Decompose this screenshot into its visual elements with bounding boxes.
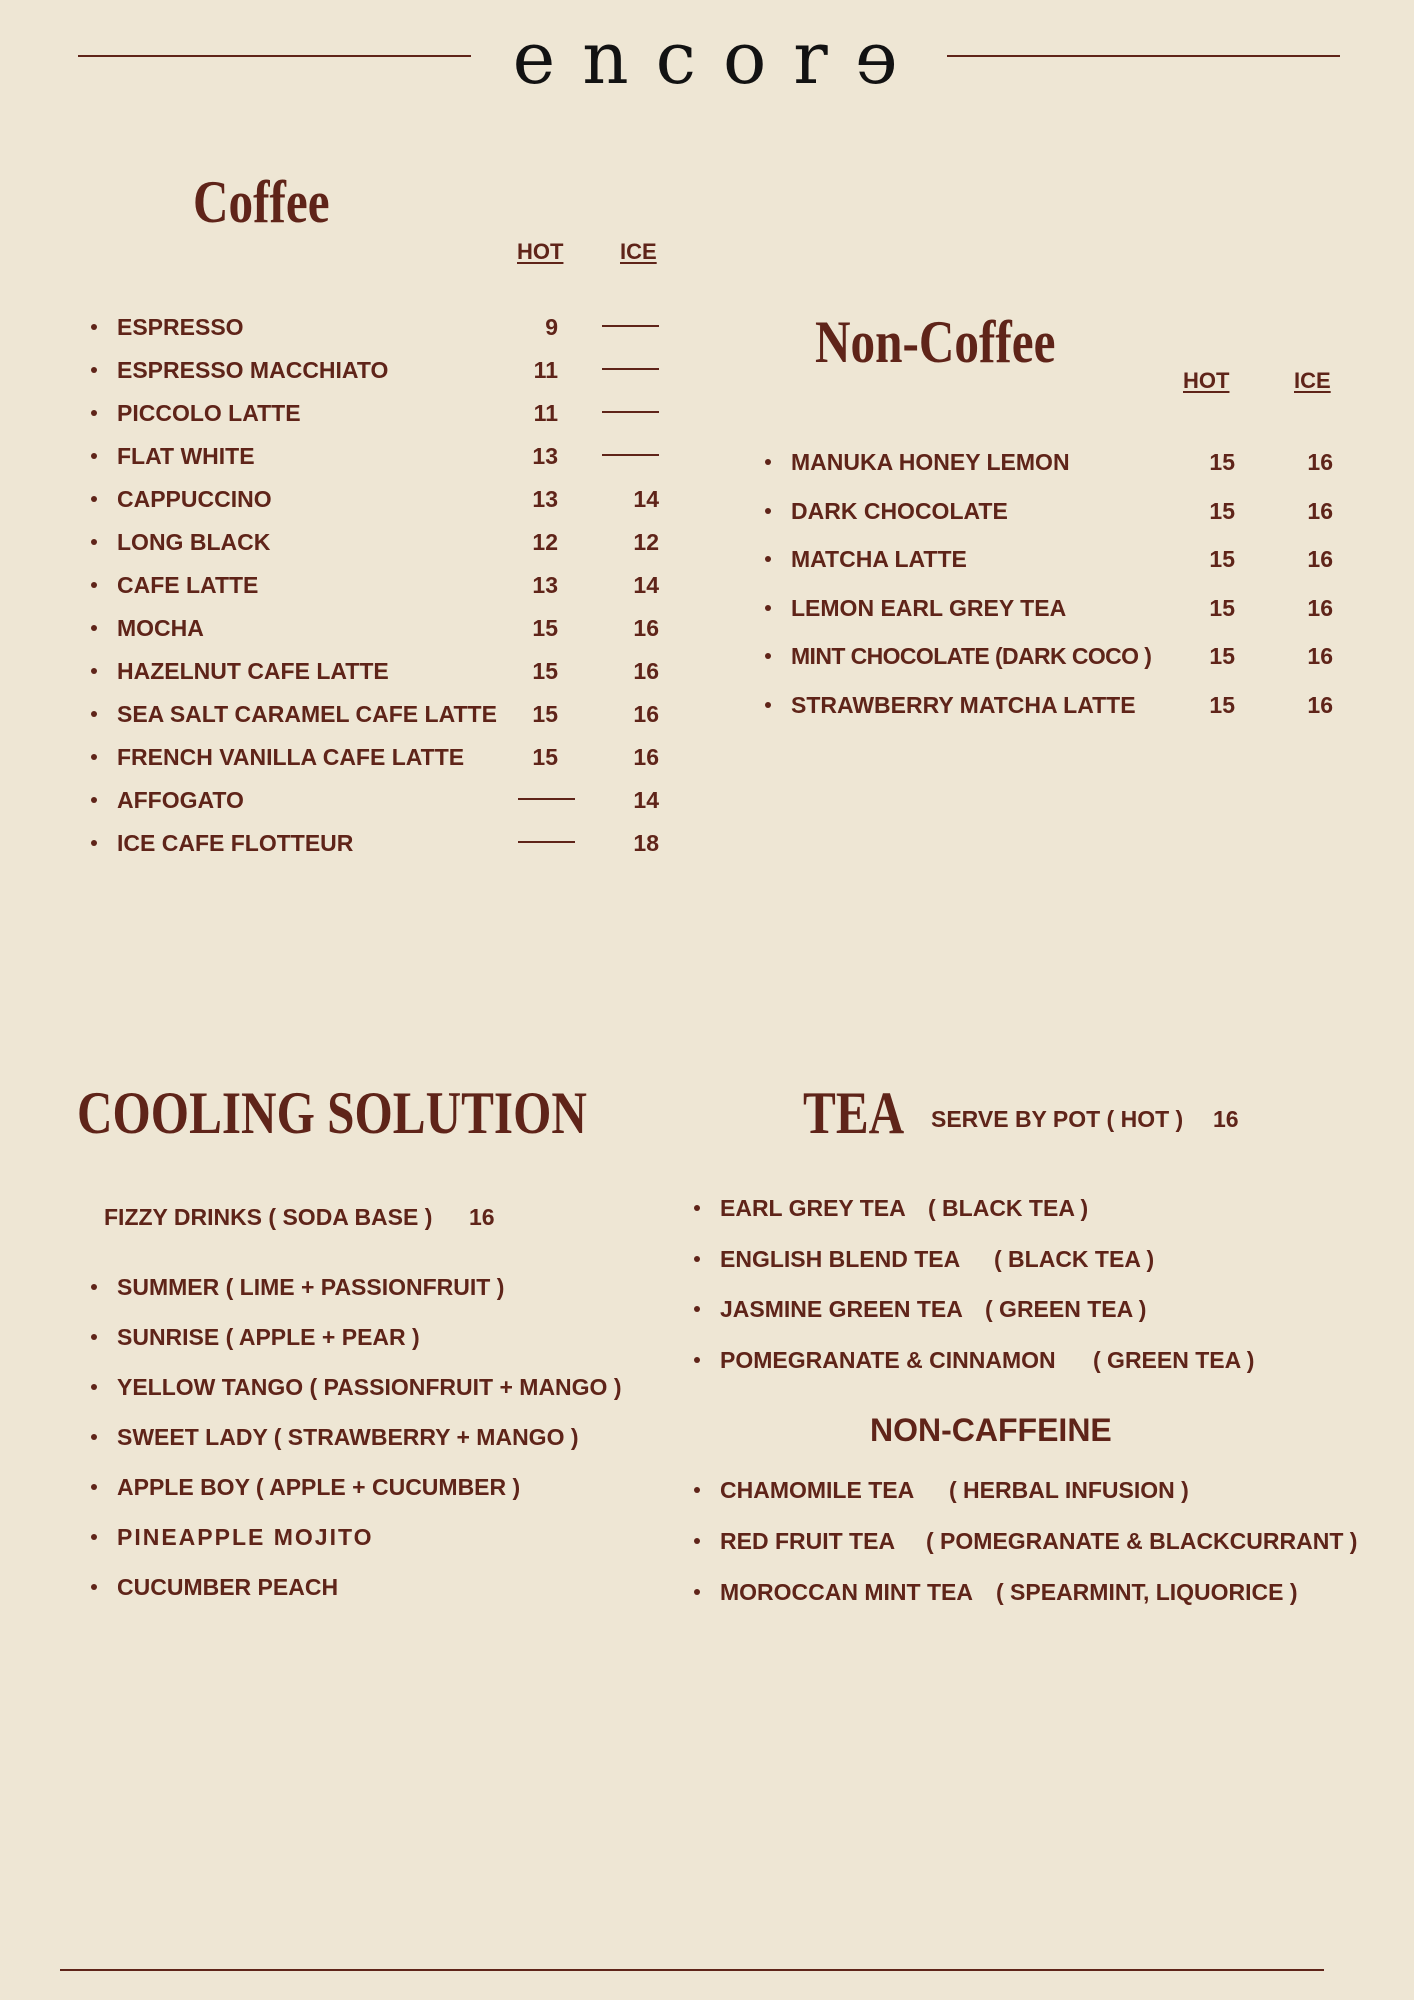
hot-price: 15 [1209,546,1235,572]
item-name: PINEAPPLE MOJITO [117,1524,374,1550]
item-name: MATCHA LATTE [791,546,967,572]
list-item [91,355,659,385]
bullet-icon [91,1384,97,1390]
brand-logo-text: encor [512,16,855,100]
item-type: ( HERBAL INFUSION ) [949,1477,1189,1503]
ice-unavailable-dash [602,454,659,456]
item-name: JASMINE GREEN TEA [720,1296,963,1322]
hot-price: 15 [532,701,558,727]
hot-price: 15 [1209,691,1235,718]
bullet-icon [91,1534,97,1540]
bullet-icon [91,1284,97,1290]
item-type: ( GREEN TEA ) [985,1296,1147,1322]
bullet-icon [91,754,97,760]
hot-unavailable-dash [518,841,575,843]
bullet-icon [91,539,97,545]
bullet-icon [694,1357,700,1363]
bullet-icon [694,1487,700,1493]
hot-price: 15 [1209,497,1235,524]
bullet-icon [765,508,771,514]
ice-unavailable-dash [602,325,659,327]
item-name: SUMMER ( LIME + PASSIONFRUIT ) [117,1274,505,1300]
item-type: ( GREEN TEA ) [1093,1346,1255,1373]
ice-price: 16 [1307,594,1333,621]
bullet-icon [91,410,97,416]
non-caffeine-title: NON-CAFFEINE [870,1412,1112,1448]
hot-price: 15 [1209,594,1235,621]
hot-price: 15 [1209,643,1235,669]
item-name: YELLOW TANGO ( PASSIONFRUIT + MANGO ) [117,1374,622,1400]
ice-unavailable-dash [602,368,659,370]
item-name: MOROCCAN MINT TEA [720,1579,973,1605]
bullet-icon [91,1584,97,1590]
bullet-icon [91,582,97,588]
list-item [91,613,659,643]
item-name: RED FRUIT TEA [720,1528,896,1554]
item-name: EARL GREY TEA [720,1195,906,1221]
bullet-icon [694,1538,700,1544]
item-name: POMEGRANATE & CINNAMON [720,1346,1056,1373]
item-name: SEA SALT CARAMEL CAFE LATTE [117,701,497,727]
bullet-icon [91,496,97,502]
ice-price: 16 [1307,546,1333,572]
item-name: CHAMOMILE TEA [720,1477,915,1503]
item-name: MANUKA HONEY LEMON [791,449,1070,475]
hot-price: 15 [532,615,558,641]
item-name: FRENCH VANILLA CAFE LATTE [117,744,465,770]
bullet-icon [91,668,97,674]
coffee-ice-header: ICE [620,239,657,264]
hot-price: 11 [533,357,558,383]
item-type: ( BLACK TEA ) [994,1245,1155,1272]
ice-price: 16 [1307,449,1333,475]
item-name: LEMON EARL GREY TEA [791,594,1067,621]
non-coffee-hot-header: HOT [1183,368,1230,393]
list-item [765,496,1333,526]
hot-price: 9 [545,314,558,340]
ice-price: 12 [633,529,659,555]
bullet-icon [91,453,97,459]
bullet-icon [694,1205,700,1211]
item-name: MINT CHOCOLATE (DARK COCO ) [791,643,1152,669]
item-name: HAZELNUT CAFE LATTE [117,658,389,684]
bullet-icon [694,1589,700,1595]
list-item [91,527,659,557]
hot-unavailable-dash [518,798,575,800]
cooling-title: COOLING SOLUTION [77,1080,587,1146]
bullet-icon [91,1484,97,1490]
item-name: LONG BLACK [117,529,271,555]
list-item [91,742,659,772]
item-name: DARK CHOCOLATE [791,497,1008,524]
list-item [765,690,1333,720]
item-name: ENGLISH BLEND TEA [720,1245,961,1272]
fizzy-drinks-heading: FIZZY DRINKS ( SODA BASE ) [104,1204,433,1230]
bullet-icon [765,702,771,708]
non-coffee-ice-header: ICE [1294,368,1331,393]
fizzy-drinks-price: 16 [469,1204,495,1230]
list-item [765,544,1333,574]
list-item [91,785,659,815]
item-type: ( SPEARMINT, LIQUORICE ) [996,1579,1298,1605]
brand-logo [470,8,940,108]
bullet-icon [91,797,97,803]
list-item [91,441,659,471]
hot-price: 13 [532,443,558,469]
list-item [91,656,659,686]
ice-price: 16 [633,615,659,641]
ice-unavailable-dash [602,411,659,413]
ice-price: 16 [633,701,659,727]
bullet-icon [91,711,97,717]
non-coffee-title: Non-Coffee [815,309,1056,375]
coffee-hot-header: HOT [517,239,564,264]
header-rule-right [947,55,1340,57]
list-item [765,641,1333,671]
brand-logo-mirrored-letter: e [854,16,898,100]
bullet-icon [765,605,771,611]
header-rule-left [78,55,471,57]
item-name: APPLE BOY ( APPLE + CUCUMBER ) [117,1474,521,1500]
hot-price: 15 [532,744,558,770]
bullet-icon [765,459,771,465]
bullet-icon [91,367,97,373]
hot-price: 15 [532,658,558,684]
item-name: ESPRESSO [117,314,244,340]
item-name: SUNRISE ( APPLE + PEAR ) [117,1324,420,1350]
ice-price: 18 [633,830,659,856]
ice-price: 16 [1307,691,1333,718]
item-name: CUCUMBER PEACH [117,1574,339,1600]
bullet-icon [765,556,771,562]
coffee-title: Coffee [193,169,330,235]
item-name: CAFE LATTE [117,572,259,598]
item-name: MOCHA [117,615,204,641]
bullet-icon [694,1306,700,1312]
list-item [765,593,1333,623]
list-item [91,398,659,428]
hot-price: 13 [532,572,558,598]
ice-price: 16 [1307,497,1333,524]
item-name: FLAT WHITE [117,443,255,469]
item-name: SWEET LADY ( STRAWBERRY + MANGO ) [117,1424,579,1450]
ice-price: 14 [633,572,659,598]
tea-serve-note: SERVE BY POT ( HOT ) [931,1106,1184,1132]
ice-price: 16 [633,744,659,770]
list-item [91,570,659,600]
bullet-icon [91,625,97,631]
item-type: ( BLACK TEA ) [928,1195,1089,1221]
footer-rule [60,1969,1324,1971]
list-item [91,312,659,342]
ice-price: 16 [633,658,659,684]
ice-price: 14 [633,486,659,512]
bullet-icon [91,840,97,846]
item-name: CAPPUCCINO [117,486,272,512]
ice-price: 14 [633,787,659,813]
bullet-icon [694,1256,700,1262]
hot-price: 13 [532,486,558,512]
item-type: ( POMEGRANATE & BLACKCURRANT ) [926,1528,1358,1554]
item-name: PICCOLO LATTE [117,400,301,426]
list-item [765,447,1333,477]
bullet-icon [91,324,97,330]
hot-price: 11 [533,400,558,426]
item-name: ESPRESSO MACCHIATO [117,357,389,383]
list-item [91,699,659,729]
hot-price: 15 [1209,449,1235,475]
list-item [91,828,659,858]
bullet-icon [91,1334,97,1340]
tea-title: TEA [803,1080,905,1146]
tea-price: 16 [1213,1106,1239,1132]
ice-price: 16 [1307,643,1333,669]
list-item [91,484,659,514]
item-name: AFFOGATO [117,787,244,813]
hot-price: 12 [532,529,558,555]
bullet-icon [765,653,771,659]
item-name: STRAWBERRY MATCHA LATTE [791,691,1136,718]
item-name: ICE CAFE FLOTTEUR [117,830,354,856]
bullet-icon [91,1434,97,1440]
